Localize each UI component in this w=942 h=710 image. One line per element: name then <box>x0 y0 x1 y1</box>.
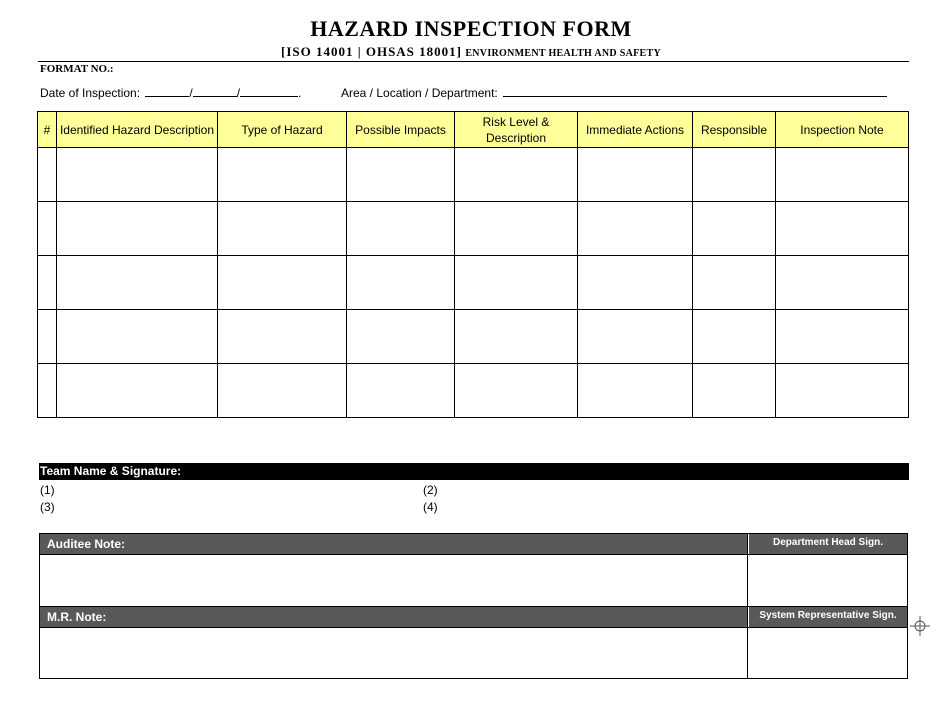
cell[interactable] <box>38 148 57 202</box>
cell[interactable] <box>347 310 455 364</box>
cell[interactable] <box>218 202 347 256</box>
team-slot-1[interactable]: (1) <box>40 483 55 497</box>
form-subtitle <box>0 44 942 60</box>
col-responsible: Responsible <box>693 112 776 148</box>
date-day-blank[interactable] <box>145 85 189 97</box>
cell[interactable] <box>38 364 57 418</box>
col-number: # <box>38 112 57 148</box>
col-inspection-note: Inspection Note <box>776 112 909 148</box>
mr-note-area[interactable] <box>40 628 747 678</box>
mr-note-header: M.R. Note: <box>40 607 748 627</box>
col-hazard-description: Identified Hazard Description <box>57 112 218 148</box>
iso-standards: [ISO 14001 | OHSAS 18001] <box>281 44 462 59</box>
form-title: HAZARD INSPECTION FORM <box>310 16 632 41</box>
auditee-note-area[interactable] <box>40 555 747 606</box>
table-row <box>38 202 909 256</box>
divider <box>747 534 748 678</box>
table-row <box>38 310 909 364</box>
hazard-table <box>37 111 909 418</box>
cell[interactable] <box>455 148 578 202</box>
date-label: Date of Inspection: <box>40 86 141 100</box>
cell[interactable] <box>347 364 455 418</box>
cell[interactable] <box>455 310 578 364</box>
crosshair-icon <box>910 616 930 636</box>
cell[interactable] <box>57 364 218 418</box>
cell[interactable] <box>693 148 776 202</box>
cell[interactable] <box>347 148 455 202</box>
cell[interactable] <box>776 364 909 418</box>
team-slot-3[interactable]: (3) <box>40 500 55 514</box>
cell[interactable] <box>578 256 693 310</box>
area-label: Area / Location / Department: <box>341 86 498 100</box>
cell[interactable] <box>455 202 578 256</box>
date-month-blank[interactable] <box>193 85 237 97</box>
col-risk-level: Risk Level & Description <box>455 112 578 148</box>
cell[interactable] <box>693 202 776 256</box>
table-row <box>38 256 909 310</box>
col-immediate-actions: Immediate Actions <box>578 112 693 148</box>
area-blank[interactable] <box>503 85 887 97</box>
team-signature-header: Team Name & Signature: <box>39 463 909 480</box>
cell[interactable] <box>578 364 693 418</box>
table-header-row <box>38 112 909 148</box>
cell[interactable] <box>455 364 578 418</box>
cell[interactable] <box>38 202 57 256</box>
cell[interactable] <box>218 364 347 418</box>
cell[interactable] <box>38 256 57 310</box>
cell[interactable] <box>57 256 218 310</box>
cell[interactable] <box>57 202 218 256</box>
cell[interactable] <box>455 256 578 310</box>
cell[interactable] <box>57 310 218 364</box>
cell[interactable] <box>218 148 347 202</box>
ehs-label: ENVIRONMENT HEALTH AND SAFETY <box>465 48 661 59</box>
team-slot-4[interactable]: (4) <box>423 500 438 514</box>
cell[interactable] <box>38 310 57 364</box>
cell[interactable] <box>776 148 909 202</box>
cell[interactable] <box>578 148 693 202</box>
cell[interactable] <box>693 256 776 310</box>
system-rep-sign-area[interactable] <box>748 628 907 678</box>
cell[interactable] <box>776 256 909 310</box>
cell[interactable] <box>776 310 909 364</box>
table-row <box>38 148 909 202</box>
header-rule <box>38 61 909 62</box>
notes-section <box>39 533 908 679</box>
cell[interactable] <box>218 310 347 364</box>
cell[interactable] <box>347 202 455 256</box>
table-row <box>38 364 909 418</box>
dept-head-sign-header: Department Head Sign. <box>749 534 907 554</box>
cell[interactable] <box>693 364 776 418</box>
col-possible-impacts: Possible Impacts <box>347 112 455 148</box>
cell[interactable] <box>347 256 455 310</box>
date-of-inspection: Date of Inspection: / / . <box>40 86 302 100</box>
date-year-blank[interactable] <box>240 85 298 97</box>
cell[interactable] <box>693 310 776 364</box>
cell[interactable] <box>776 202 909 256</box>
col-type-of-hazard: Type of Hazard <box>218 112 347 148</box>
format-no-label: FORMAT NO.: <box>40 63 114 75</box>
cell[interactable] <box>218 256 347 310</box>
dept-head-sign-area[interactable] <box>748 555 907 606</box>
cell[interactable] <box>578 202 693 256</box>
area-location-department <box>341 85 887 100</box>
cell[interactable] <box>57 148 218 202</box>
system-rep-sign-header: System Representative Sign. <box>749 607 907 627</box>
cell[interactable] <box>578 310 693 364</box>
team-slot-2[interactable]: (2) <box>423 483 438 497</box>
auditee-note-header: Auditee Note: <box>40 534 748 554</box>
